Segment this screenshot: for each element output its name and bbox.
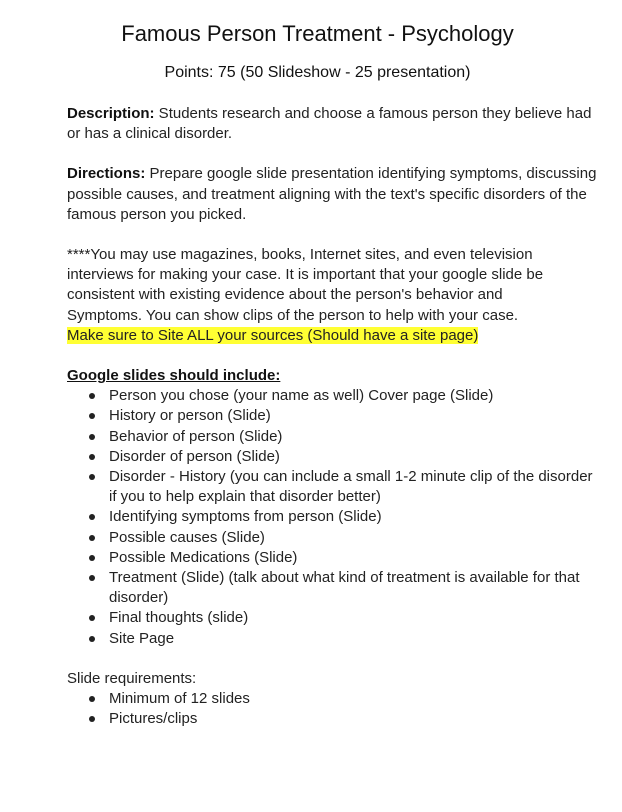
sources-note-line2: Symptoms. You can show clips of the person to help with your case. xyxy=(67,306,519,324)
list-item xyxy=(87,386,602,406)
description-label: Description: xyxy=(67,105,155,122)
list-item-text: Treatment (Slide) (talk about what kind of treatment is available for that disorder) xyxy=(109,569,580,607)
list-item xyxy=(87,467,602,507)
list-item xyxy=(87,608,602,628)
list-item-text: Behavior of person (Slide) xyxy=(109,427,283,445)
directions-text: Prepare google slide presentation identifying symptoms, discussing possible causes, and treatment aligning with the text's specific disorders of the famous person you picked. xyxy=(67,165,597,223)
list-item xyxy=(87,568,602,608)
points-subtitle: Points: 75 (50 Slideshow - 25 presentation) xyxy=(164,64,471,81)
list-item-text: Site Page xyxy=(109,629,175,647)
sources-highlight: Make sure to Site ALL your sources (Should have a site page) xyxy=(67,326,479,344)
list-item-text: Identifying symptoms from person (Slide) xyxy=(109,508,382,526)
list-item-text: Disorder of person (Slide) xyxy=(109,447,280,465)
list-item xyxy=(87,427,602,447)
list-item xyxy=(87,689,602,709)
bullet-icon xyxy=(89,413,95,419)
list-item-text: History or person (Slide) xyxy=(109,407,271,425)
list-item xyxy=(87,548,602,568)
list-item xyxy=(87,406,602,426)
bullet-icon xyxy=(89,636,95,642)
slides-include-heading: Google slides should include: xyxy=(67,367,281,385)
list-item-text: Disorder - History (you can include a small 1-2 minute clip of the disorder if you to help explain that disorder better) xyxy=(109,468,593,506)
list-item-text: Final thoughts (slide) xyxy=(109,609,249,627)
bullet-icon xyxy=(89,615,95,621)
bullet-icon xyxy=(89,716,95,722)
bullet-icon xyxy=(89,535,95,541)
list-item-text: Possible causes (Slide) xyxy=(109,528,265,546)
description-text: Students research and choose a famous person they believe had or has a clinical disorder. xyxy=(67,105,592,143)
list-item xyxy=(87,709,602,729)
sources-note xyxy=(67,245,602,346)
bullet-icon xyxy=(89,514,95,520)
directions-paragraph xyxy=(67,164,602,225)
directions-label: Directions: xyxy=(67,165,146,183)
description-paragraph xyxy=(67,104,602,144)
bullet-icon xyxy=(89,555,95,561)
list-item xyxy=(87,528,602,548)
bullet-icon xyxy=(89,434,95,440)
slide-requirements-heading: Slide requirements: xyxy=(67,669,197,687)
bullet-icon xyxy=(89,393,95,399)
list-item xyxy=(87,447,602,467)
slides-include-list xyxy=(67,386,602,649)
sources-note-line1: ****You may use magazines, books, Internet sites, and even television interviews for making your case. It is important that your google slide be consistent with existing evidence about the person's behavior and xyxy=(67,246,544,304)
list-item-text: Minimum of 12 slides xyxy=(109,690,250,708)
list-item xyxy=(87,629,602,649)
list-item-text: Pictures/clips xyxy=(109,710,198,728)
bullet-icon xyxy=(89,454,95,460)
list-item xyxy=(87,507,602,527)
slide-requirements-list xyxy=(67,689,602,729)
document-title: Famous Person Treatment - Psychology xyxy=(121,21,514,46)
list-item-text: Person you chose (your name as well) Cover page (Slide) xyxy=(109,387,494,405)
list-item-text: Possible Medications (Slide) xyxy=(109,548,298,566)
bullet-icon xyxy=(89,474,95,480)
bullet-icon xyxy=(89,696,95,702)
bullet-icon xyxy=(89,575,95,581)
